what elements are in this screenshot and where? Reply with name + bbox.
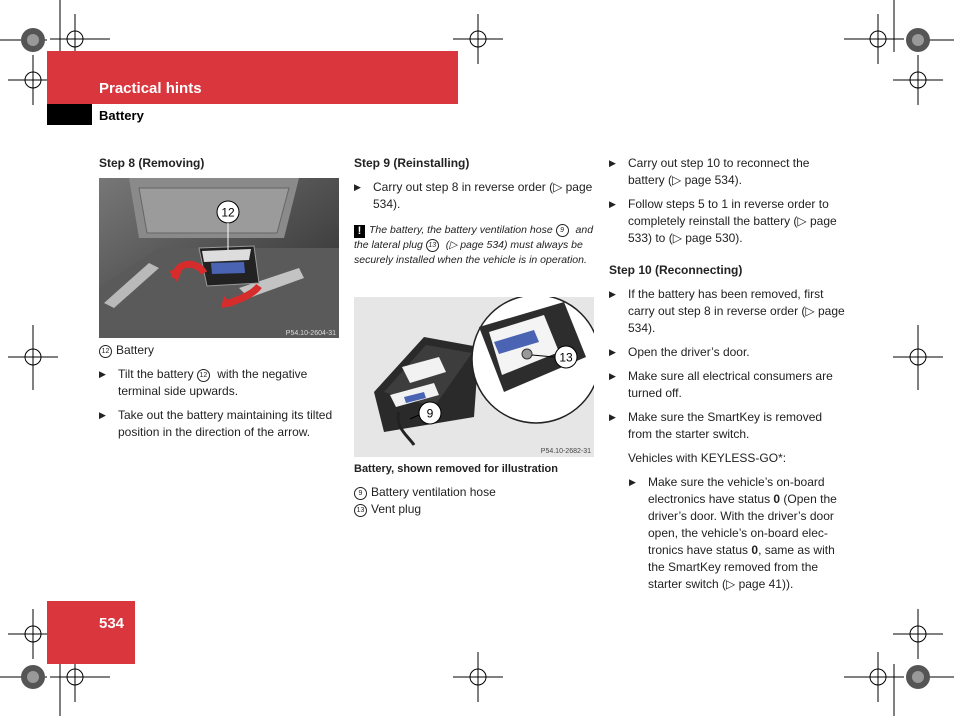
arrow-bullet-icon: ▶ <box>99 410 106 420</box>
list-item: ▶ Make sure all electrical consumers are turned off. <box>609 369 833 400</box>
arrow-bullet-icon: ▶ <box>354 182 361 192</box>
callout-number: 12 <box>99 345 112 358</box>
arrow-bullet-icon: ▶ <box>609 158 616 168</box>
column-2 <box>354 155 594 278</box>
header-marker <box>47 104 92 125</box>
column-1-lower <box>99 342 339 448</box>
list-item: ▶ Carry out step 10 to reconnect the battery (▷ page 534). <box>609 156 810 187</box>
page-number-box <box>47 601 135 664</box>
arrow-bullet-icon: ▶ <box>609 199 616 209</box>
legend-item: 13 Vent plug <box>354 501 594 518</box>
column-3 <box>609 155 849 593</box>
list-item: ▶ Take out the battery maintaining its tilted position in the direction of the arrow. <box>99 408 333 439</box>
arrow-bullet-icon: ▶ <box>609 347 616 357</box>
section-title: Practical hints <box>99 80 202 97</box>
list-item: ▶ If the battery has been removed, first carry out step 8 in reverse order (▷ page 534). <box>609 287 845 335</box>
legend-text: Battery <box>116 343 155 357</box>
callout-number: 9 <box>354 487 367 500</box>
list-item: ▶ Open the driver’s door. <box>609 345 750 359</box>
list-item: ▶ Carry out step 8 in reverse order (▷ page 534). <box>354 180 593 211</box>
arrow-bullet-icon: ▶ <box>609 371 616 381</box>
callout-number: 13 <box>354 504 367 517</box>
arrow-bullet-icon: ▶ <box>629 477 636 487</box>
arrow-bullet-icon: ▶ <box>609 289 616 299</box>
page-number: 534 <box>99 615 125 632</box>
step8-heading: Step 8 (Removing) <box>99 156 205 170</box>
list-item: ▶ Tilt the battery 12 with the negative terminal side upwards. <box>99 367 308 398</box>
legend-item <box>99 342 339 359</box>
list-item: ▶ Follow steps 5 to 1 in reverse order to completely reinstall the battery (▷ page 533) to (▷ page 530). <box>609 197 837 245</box>
list-item: ▶ Make sure the vehicle’s on-board electronics have status 0 (Open the driver’s door. With the driver’s door open, the vehicle’s on-board elec-tronics have status 0, same as with the SmartKey removed from the starter switch (▷ page 41)). <box>629 475 837 591</box>
step9-heading: Step 9 (Reinstalling) <box>354 156 470 170</box>
list-item: ▶ Make sure the SmartKey is removed from the starter switch. <box>609 410 823 441</box>
warning-note: ! The battery, the battery ventilation hose 9 and the lateral plug 13 (▷ page 534) must always be securely installed when the vehicle is in operation. <box>354 224 594 266</box>
photo-callout-13: 13 <box>559 350 573 365</box>
column-2-lower <box>354 461 594 518</box>
legend-item: 9 Battery ventilation hose <box>354 484 594 501</box>
image-code: P54.10-2682-31 <box>540 448 591 455</box>
battery-illustration-photo <box>354 297 594 457</box>
arrow-bullet-icon: ▶ <box>609 412 616 422</box>
callout-number: 12 <box>197 369 210 382</box>
photo-callout-9: 9 <box>426 406 434 421</box>
callout-number: 9 <box>556 224 569 237</box>
step10-heading: Step 10 (Reconnecting) <box>609 263 743 277</box>
column-1 <box>99 155 339 179</box>
warning-icon: ! <box>354 225 365 238</box>
keyless-note: Vehicles with KEYLESS-GO*: <box>628 451 787 465</box>
battery-removal-photo <box>99 178 339 338</box>
photo-callout-12: 12 <box>221 205 235 220</box>
figure-caption: Battery, shown removed for illustration <box>354 463 558 475</box>
callout-number: 13 <box>426 239 439 252</box>
image-code: P54.10-2604-31 <box>285 330 336 337</box>
arrow-bullet-icon: ▶ <box>99 369 106 379</box>
subsection-title: Battery <box>99 108 144 123</box>
